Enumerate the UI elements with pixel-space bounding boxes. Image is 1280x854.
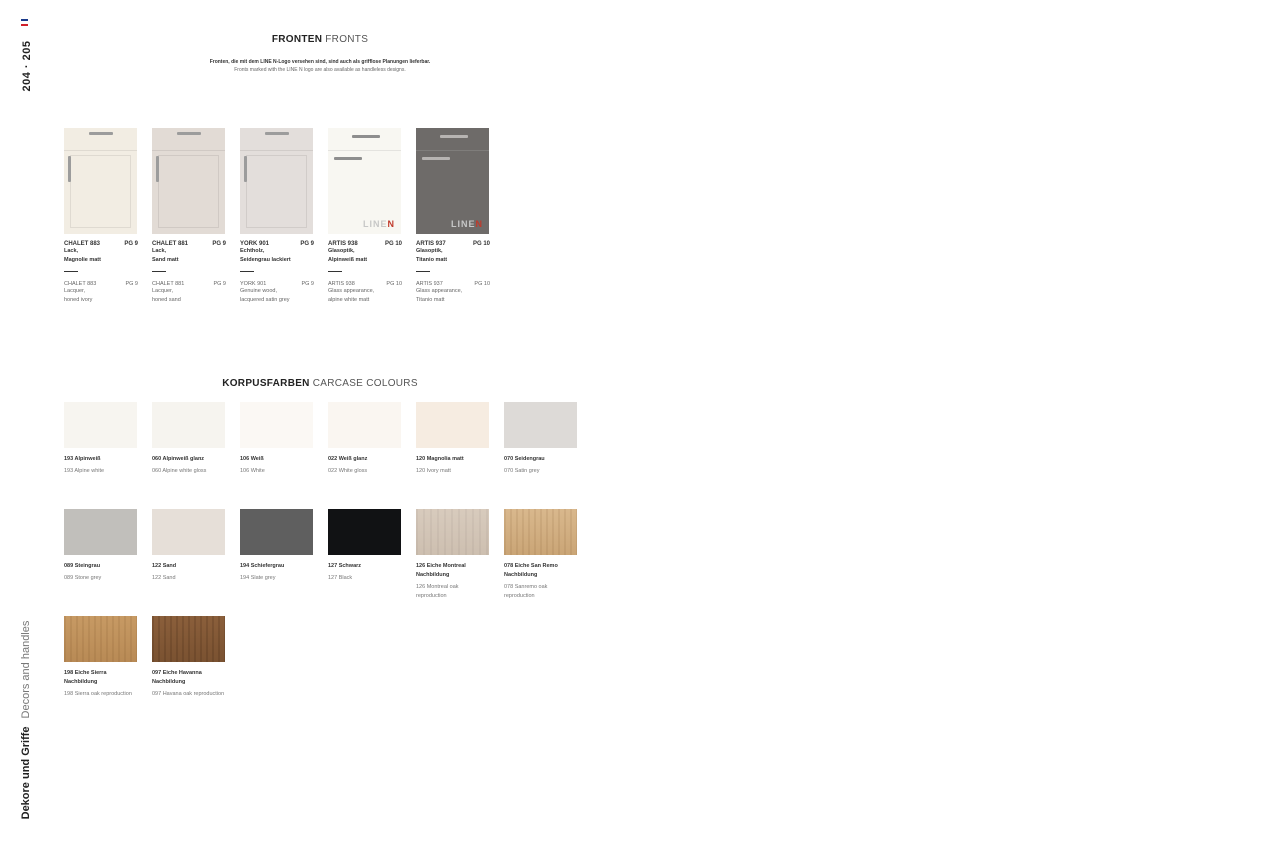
front-card [416, 128, 490, 305]
front-price-group-en: PG 9 [125, 281, 138, 287]
swatch-name-de: 089 Steingrau [64, 563, 101, 569]
swatch-name-en: 106 White [240, 468, 265, 474]
swatch-name-en: 120 Ivory matt [416, 468, 451, 474]
front-card [328, 128, 402, 305]
front-code-en: ARTIS 938 [328, 281, 355, 287]
front-price-group-en: PG 9 [213, 281, 226, 287]
front-desc-de-line: Sand matt [152, 257, 179, 263]
swatch-chip [328, 509, 401, 555]
fronts-title [272, 34, 368, 45]
front-price-group: PG 9 [300, 241, 314, 247]
swatch-chip [504, 509, 577, 555]
divider [64, 271, 78, 272]
side-title-de: Dekore und Griffe [20, 726, 32, 820]
front-desc-en-line: Genuine wood, [240, 288, 277, 294]
side-title-en: Decors and handles [20, 620, 32, 719]
handle-icon [89, 132, 113, 135]
front-desc-de-line: Seidengrau lackiert [240, 257, 291, 263]
swatch-name-en: 194 Slate grey [240, 575, 276, 581]
divider [240, 271, 254, 272]
front-desc-de-line: Alpinweiß matt [328, 257, 368, 263]
handle-icon [440, 135, 468, 138]
swatch-chip [240, 509, 313, 555]
door-rail [240, 150, 313, 151]
front-desc-de [416, 247, 490, 265]
front-price-group: PG 10 [472, 241, 490, 247]
swatch-name-de: 120 Magnolia matt [416, 456, 464, 462]
swatch-name-en: 193 Alpine white [64, 468, 105, 474]
front-desc-de-line: Glasoptik, [416, 248, 443, 254]
swatch-name-en: 078 Sanremo oak reproduction [504, 584, 548, 599]
front-desc-de-line: Lack, [152, 248, 167, 254]
fronts-note [210, 59, 431, 73]
swatch-chip [504, 402, 577, 448]
front-desc-en-line: Glass appearance, [328, 288, 375, 294]
front-desc-en-line: honed sand [152, 297, 181, 303]
swatch-name-de: 126 Eiche Montreal Nachbildung [416, 563, 466, 578]
swatch-chip [152, 509, 225, 555]
page-numbers: 204 · 205 [21, 40, 33, 92]
swatch-name-en: 097 Havana oak reproduction [152, 691, 225, 697]
colour-swatch [504, 509, 578, 601]
front-desc-de-line: Glasoptik, [328, 248, 355, 254]
front-desc-en [240, 287, 314, 305]
front-desc-de-line: Lack, [64, 248, 79, 254]
swatch-name-en: 022 White gloss [328, 468, 368, 474]
front-desc-de [152, 247, 226, 265]
door-rail [64, 150, 137, 151]
line-n-logo: LINEN [362, 219, 395, 229]
fronts-note-en: Fronts marked with the LINE N logo are also available as handleless designs. [234, 67, 406, 73]
front-price-group: PG 9 [212, 241, 226, 247]
carcase-title [222, 378, 418, 389]
front-code-de: CHALET 881 [152, 241, 189, 247]
handle-icon [156, 156, 159, 182]
front-desc-de-line: Magnolie matt [64, 257, 101, 263]
handle-icon [352, 135, 380, 138]
swatch-chip [64, 509, 137, 555]
front-price-group-en: PG 10 [386, 281, 402, 287]
swatch-name-de: 070 Seidengrau [504, 456, 545, 462]
door-panel [246, 155, 307, 228]
handle-icon [244, 156, 247, 182]
front-desc-en-line: Glass appearance, [416, 288, 463, 294]
swatch-name-de: 060 Alpinweiß glanz [152, 456, 205, 462]
front-price-group: PG 9 [124, 241, 138, 247]
swatch-chip [64, 402, 137, 448]
swatch-chip [416, 509, 489, 555]
front-desc-en [152, 287, 226, 305]
front-code-de: ARTIS 938 [328, 241, 358, 247]
section-side-title [20, 621, 32, 820]
colour-swatch [328, 509, 402, 583]
divider [416, 271, 430, 272]
front-code-en: ARTIS 937 [416, 281, 443, 287]
colour-swatch [416, 509, 490, 601]
door-panel [70, 155, 131, 228]
colour-swatch [240, 509, 314, 583]
front-card [240, 128, 314, 305]
front-desc-de [328, 247, 402, 265]
front-desc-en-line: Lacquer, [152, 288, 174, 294]
front-door-image [152, 128, 225, 234]
front-door-image [64, 128, 137, 234]
handle-icon [265, 132, 289, 135]
front-code-en: CHALET 881 [152, 281, 185, 287]
swatch-name-de: 193 Alpinweiß [64, 456, 101, 462]
fronts-title-light: FRONTS [325, 34, 369, 45]
front-price-group-en: PG 10 [474, 281, 490, 287]
swatch-name-en: 089 Stone grey [64, 575, 102, 581]
swatch-chip [152, 402, 225, 448]
handle-icon [68, 156, 71, 182]
door-rail [416, 150, 489, 151]
front-code-en: YORK 901 [240, 281, 267, 287]
front-code-en: CHALET 883 [64, 281, 97, 287]
colour-swatch [416, 402, 490, 476]
swatch-name-de: 127 Schwarz [328, 563, 362, 569]
swatch-chip [416, 402, 489, 448]
handle-icon [422, 157, 450, 160]
front-door-image [328, 128, 401, 234]
colour-swatch [64, 402, 138, 476]
front-card [152, 128, 226, 305]
swatch-name-de: 106 Weiß [240, 456, 264, 462]
front-desc-de [240, 247, 314, 265]
colour-swatch [328, 402, 402, 476]
swatch-name-en: 127 Black [328, 575, 353, 581]
front-desc-de-line: Echtholz, [240, 248, 265, 254]
swatch-chip [240, 402, 313, 448]
flag-icon [21, 19, 28, 26]
front-desc-de [64, 247, 138, 265]
swatch-name-de: 097 Eiche Havanna Nachbildung [152, 670, 202, 685]
front-price-group: PG 10 [384, 241, 402, 247]
carcase-title-bold: KORPUSFARBEN [222, 378, 310, 389]
swatch-chip [328, 402, 401, 448]
front-desc-en [64, 287, 138, 305]
swatch-name-en: 070 Satin grey [504, 468, 540, 474]
front-desc-en-line: Lacquer, [64, 288, 86, 294]
swatch-chip [64, 616, 137, 662]
colour-swatch [240, 402, 314, 476]
fronts-note-de: Fronten, die mit dem LINE N-Logo versehen sind, sind auch als grifflose Planungen lieferbar. [209, 59, 431, 65]
handle-icon [334, 157, 362, 160]
handle-icon [177, 132, 201, 135]
front-desc-en [328, 287, 402, 305]
swatch-name-de: 198 Eiche Sierra Nachbildung [64, 670, 107, 685]
fronts-title-bold: FRONTEN [271, 34, 323, 45]
front-desc-en-line: lacquered satin grey [240, 297, 290, 303]
swatch-chip [152, 616, 225, 662]
colour-swatch [152, 402, 226, 476]
divider [328, 271, 342, 272]
front-desc-en [416, 287, 490, 305]
swatch-name-de: 078 Eiche San Remo Nachbildung [504, 563, 558, 578]
colour-swatch [64, 509, 138, 583]
colour-swatch [504, 402, 578, 476]
front-door-image [240, 128, 313, 234]
swatch-name-en: 060 Alpine white gloss [152, 468, 207, 474]
front-door-image [416, 128, 489, 234]
swatch-name-en: 198 Sierra oak reproduction [64, 691, 132, 697]
door-panel [158, 155, 219, 228]
colour-swatch [64, 616, 138, 699]
colour-swatch [152, 616, 226, 699]
door-rail [152, 150, 225, 151]
divider [152, 271, 166, 272]
line-n-logo: LINEN [450, 219, 483, 229]
front-desc-en-line: alpine white matt [328, 297, 370, 303]
flag-stripe-red [21, 24, 28, 26]
front-code-de: ARTIS 937 [416, 241, 446, 247]
swatch-name-en: 122 Sand [152, 575, 176, 581]
swatch-name-en: 126 Montreal oak reproduction [416, 584, 459, 599]
swatch-name-de: 194 Schiefergrau [240, 563, 285, 569]
door-rail [328, 150, 401, 151]
carcase-title-light: CARCASE COLOURS [312, 378, 418, 389]
swatch-name-de: 122 Sand [152, 563, 177, 569]
front-desc-en-line: Titanio matt [416, 297, 445, 303]
front-card [64, 128, 138, 305]
colour-swatch [152, 509, 226, 583]
front-code-de: YORK 901 [240, 241, 270, 247]
front-price-group-en: PG 9 [301, 281, 314, 287]
front-desc-de-line: Titanio matt [416, 257, 448, 263]
front-desc-en-line: honed ivory [64, 297, 93, 303]
swatch-name-de: 022 Weiß glanz [328, 456, 368, 462]
front-code-de: CHALET 883 [64, 241, 101, 247]
